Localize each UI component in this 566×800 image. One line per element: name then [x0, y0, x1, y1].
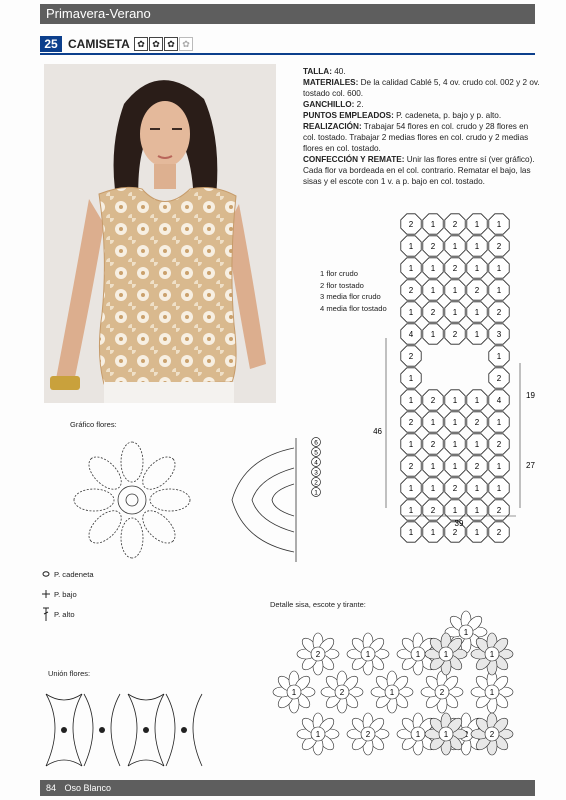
flower-cell: [401, 522, 421, 542]
symbol-legend: [42, 564, 94, 624]
flower-cell-number: 1: [496, 418, 502, 427]
petal: [121, 518, 143, 558]
materiales-label: MATERIALES:: [303, 78, 359, 87]
flower-cell: [423, 500, 443, 520]
pattern-title: CAMISETA: [68, 37, 130, 51]
flower-cell: [445, 390, 465, 410]
half-flower-chart: [224, 428, 328, 572]
flower-cell-number: 2: [474, 462, 480, 471]
title-rule: [40, 53, 535, 55]
flower-cell-number: 1: [408, 308, 414, 317]
flower-cell-number: 2: [452, 220, 458, 229]
flower-cell-number: 2: [452, 528, 458, 537]
detalle-label: Detalle sisa, escote y tirante:: [270, 600, 366, 609]
flower-cell-number: 1: [452, 242, 458, 251]
chain-stitch-icon: [42, 570, 50, 578]
difficulty-flower-icon: ✿: [179, 37, 193, 51]
talla-label: TALLA:: [303, 67, 332, 76]
detail-flower-number: 1: [415, 650, 421, 659]
flower-cell-number: 2: [430, 440, 436, 449]
flower-cell-number: 1: [408, 506, 414, 515]
flower-cell: [423, 522, 443, 542]
flower-cell-number: 1: [408, 484, 414, 493]
section-title: Primavera-Verano: [46, 6, 151, 21]
flower-cell: [445, 434, 465, 454]
flower-cell-number: 1: [430, 286, 436, 295]
flower-cell: [467, 236, 487, 256]
flower-cell: [423, 236, 443, 256]
flower-cell-number: 2: [474, 286, 480, 295]
flower-cell: [401, 280, 421, 300]
flower-cell: [489, 368, 509, 388]
petal: [137, 451, 181, 495]
difficulty-flower-icon: ✿: [134, 37, 148, 51]
flower-cell-number: 2: [408, 418, 414, 427]
flower-cell-number: 1: [474, 220, 480, 229]
talla-value: 40.: [331, 67, 346, 76]
flower-cell: [489, 500, 509, 520]
flower-cell-number: 1: [408, 396, 414, 405]
detail-flower-number: 1: [443, 730, 449, 739]
flower-cell: [423, 390, 443, 410]
flower-cell: [489, 324, 509, 344]
flower-cell-number: 4: [408, 330, 414, 339]
flower-cell: [401, 478, 421, 498]
symbol-row: [42, 584, 94, 604]
flower-layout-schematic: [370, 208, 540, 537]
flower-cell: [489, 280, 509, 300]
confeccion-label: CONFECCIÓN Y REMATE:: [303, 155, 405, 164]
petal: [83, 451, 127, 495]
flower-cell: [467, 302, 487, 322]
flower-cell: [401, 368, 421, 388]
legend-item: 3 media flor crudo: [320, 292, 381, 301]
flower-cell-number: 2: [452, 330, 458, 339]
detail-flower: [297, 713, 339, 755]
flower-cell-number: 1: [496, 286, 502, 295]
symbol-label: P. alto: [54, 609, 75, 619]
difficulty-flower-icon: ✿: [149, 37, 163, 51]
flower-cell: [401, 456, 421, 476]
flower-cell: [467, 258, 487, 278]
flower-cell: [401, 258, 421, 278]
flower-cell: [423, 302, 443, 322]
flower-cell-number: 2: [408, 462, 414, 471]
double-crochet-icon: [42, 607, 50, 621]
flower-cell-number: 1: [408, 440, 414, 449]
flower-join-chart: [44, 686, 204, 774]
model-photo: [44, 64, 276, 403]
detail-flower-number: 1: [365, 650, 371, 659]
detail-flower: [471, 713, 513, 755]
petal: [74, 489, 114, 511]
flower-cell: [467, 412, 487, 432]
flower-cell-number: 1: [408, 264, 414, 273]
flower-cell-number: 2: [430, 396, 436, 405]
dim-lower-label: 27: [526, 461, 535, 470]
magazine-brand: Oso Blanco: [64, 783, 112, 793]
symbol-label: P. bajo: [54, 589, 77, 599]
union-label: Unión flores:: [48, 669, 91, 678]
detail-flower: [425, 713, 467, 755]
flower-cell-number: 3: [496, 330, 502, 339]
flower-cell: [445, 500, 465, 520]
flower-cell: [401, 500, 421, 520]
flower-cell: [445, 280, 465, 300]
flower-cell: [445, 478, 465, 498]
detail-flower: [273, 671, 315, 713]
flower-cell: [467, 280, 487, 300]
flower-cell-number: 2: [430, 308, 436, 317]
detail-flower: [425, 633, 467, 675]
flower-cell: [445, 324, 465, 344]
flower-cell-number: 2: [496, 528, 502, 537]
flower-cell-number: 1: [452, 462, 458, 471]
flower-cell-number: 2: [430, 506, 436, 515]
flower-cell-number: 1: [430, 418, 436, 427]
flower-cell: [401, 236, 421, 256]
flower-cell-number: 1: [474, 440, 480, 449]
detail-flower-number: 1: [489, 650, 495, 659]
flower-cell: [489, 214, 509, 234]
flower-cell: [489, 522, 509, 542]
flower-cell-number: 1: [452, 506, 458, 515]
flower-cell-number: 4: [496, 396, 502, 405]
flower-cell-number: 1: [474, 506, 480, 515]
detail-flower: [321, 671, 363, 713]
detail-flower: [371, 671, 413, 713]
flower-cell: [489, 236, 509, 256]
flower-cell-number: 1: [430, 484, 436, 493]
detail-flower: [347, 713, 389, 755]
flower-cell-number: 1: [430, 528, 436, 537]
armhole-neck-strap-detail: [270, 588, 518, 770]
flower-cell: [423, 456, 443, 476]
flower-cell-number: 2: [408, 286, 414, 295]
flower-cell: [423, 214, 443, 234]
flower-cell-number: 1: [474, 242, 480, 251]
flower-cell: [445, 258, 465, 278]
detail-flower-number: 1: [443, 650, 449, 659]
petal: [137, 505, 181, 549]
dim-height-label: 46: [373, 427, 382, 436]
ganchillo-label: GANCHILLO:: [303, 100, 355, 109]
difficulty-flower-icon: ✿: [164, 37, 178, 51]
flower-cell: [467, 390, 487, 410]
flower-cell-number: 1: [430, 330, 436, 339]
flower-cell-number: 1: [496, 220, 502, 229]
flower-cell-number: 1: [496, 264, 502, 273]
flower-cell: [467, 456, 487, 476]
symbol-label: P. cadeneta: [54, 569, 94, 579]
flower-cell: [401, 324, 421, 344]
flower-cell-number: 1: [430, 220, 436, 229]
flower-cell-number: 2: [496, 308, 502, 317]
flower-cell: [489, 302, 509, 322]
flower-cell-number: 2: [496, 374, 502, 383]
flower-cell: [467, 434, 487, 454]
flower-cell-number: 1: [496, 462, 502, 471]
detail-flower-number: 1: [415, 730, 421, 739]
detail-flower-number: 2: [315, 650, 321, 659]
flower-cell-number: 1: [430, 264, 436, 273]
detail-flower: [421, 671, 463, 713]
flower-cell: [401, 390, 421, 410]
flower-cell-number: 1: [430, 462, 436, 471]
page-number: 84: [46, 783, 57, 793]
flower-cell-number: 2: [474, 418, 480, 427]
round-number: 2: [314, 479, 318, 487]
flower-cell-number: 1: [496, 484, 502, 493]
flower-cell-number: 1: [452, 286, 458, 295]
legend-item: 1 flor crudo: [320, 269, 358, 278]
flower-cell: [445, 302, 465, 322]
flower-cell: [445, 456, 465, 476]
round-number: 3: [314, 469, 318, 477]
flower-cell: [489, 346, 509, 366]
flower-cell-number: 2: [430, 242, 436, 251]
detail-flower-number: 2: [439, 688, 445, 697]
page-footer: [40, 780, 535, 796]
flower-cell: [467, 478, 487, 498]
detail-flower-number: 1: [315, 730, 321, 739]
flower-cell-number: 1: [496, 352, 502, 361]
detail-flower-number: 2: [489, 730, 495, 739]
flower-cell: [423, 258, 443, 278]
flower-cell: [423, 280, 443, 300]
flower-cell: [467, 324, 487, 344]
flower-cell: [423, 324, 443, 344]
flower-cell: [401, 214, 421, 234]
flower-cell: [489, 434, 509, 454]
flower-cell: [445, 214, 465, 234]
grafico-label: Gráfico flores:: [70, 420, 117, 429]
flower-cell: [489, 456, 509, 476]
section-header: [40, 4, 535, 24]
flower-cell: [445, 412, 465, 432]
puntos-label: PUNTOS EMPLEADOS:: [303, 111, 394, 120]
flower-cell: [423, 434, 443, 454]
legend-item: 4 media flor tostado: [320, 303, 387, 313]
ganchillo-value: 2.: [354, 100, 364, 109]
confeccion-value: Unir las flores entre sí (ver gráfico). Cada flor va bordeada en el col. contrario. Rematar el bajo, las sisas y el escote con 1 v. a p. bajo en col. tostado.: [303, 155, 535, 186]
flower-cell: [489, 390, 509, 410]
detail-flower: [347, 633, 389, 675]
flower-cell: [445, 236, 465, 256]
flower-cell-number: 2: [496, 242, 502, 251]
flower-cell-number: 1: [474, 396, 480, 405]
legend-item: 2 flor tostado: [320, 280, 364, 290]
flower-cell-number: 2: [452, 264, 458, 273]
realizacion-value: Trabajar 54 flores en col. crudo y 28 flores en col. tostado. Trabajar 2 medias flores en col. crudo y 2 medias flores en col. tostado.: [303, 122, 529, 153]
flower-cell-number: 1: [474, 528, 480, 537]
flower-cell: [401, 434, 421, 454]
dim-width-label: 39: [454, 519, 464, 528]
flower-cell-number: 1: [474, 308, 480, 317]
pattern-instructions: [303, 66, 541, 187]
detail-flower-number: 1: [463, 628, 469, 637]
petal: [150, 489, 190, 511]
flower-cell: [467, 500, 487, 520]
realizacion-label: REALIZACIÓN:: [303, 122, 362, 131]
dim-armhole-label: 19: [526, 391, 535, 400]
flower-chart: [70, 438, 194, 562]
flower-cell-number: 1: [452, 418, 458, 427]
petal: [83, 505, 127, 549]
flower-cell: [401, 302, 421, 322]
flower-cell-number: 1: [408, 242, 414, 251]
detail-flower: [471, 671, 513, 713]
flower-cell-number: 1: [474, 484, 480, 493]
flower-cell: [401, 412, 421, 432]
flower-cell: [489, 478, 509, 498]
flower-cell-number: 1: [408, 528, 414, 537]
flower-cell-number: 1: [452, 440, 458, 449]
flower-cell-number: 2: [408, 220, 414, 229]
symbol-row: [42, 604, 94, 624]
flower-cell-number: 1: [474, 330, 480, 339]
detail-flower-number: 1: [489, 688, 495, 697]
flower-cell-number: 1: [452, 396, 458, 405]
puntos-value: P. cadeneta, p. bajo y p. alto.: [393, 111, 502, 120]
flower-cell-number: 2: [408, 352, 414, 361]
difficulty-rating: [134, 37, 193, 51]
flower-cell: [401, 346, 421, 366]
flower-cell-number: 1: [474, 264, 480, 273]
detail-flower-number: 2: [339, 688, 345, 697]
detail-flower: [471, 633, 513, 675]
pattern-number: 25: [40, 36, 62, 52]
flower-cell: [423, 412, 443, 432]
flower-cell: [467, 522, 487, 542]
materiales-value: De la calidad Cablé 5, 4 ov. crudo col. 002 y 2 ov. tostado col. 600.: [303, 78, 540, 98]
petal: [121, 442, 143, 482]
detail-flower: [297, 633, 339, 675]
round-number: 1: [314, 489, 318, 497]
flower-cell: [489, 412, 509, 432]
round-number: 4: [314, 459, 318, 467]
symbol-row: [42, 564, 94, 584]
flower-cell-number: 1: [452, 308, 458, 317]
flower-cell: [489, 258, 509, 278]
flower-cell-number: 1: [408, 374, 414, 383]
flower-cell: [467, 214, 487, 234]
flower-cell-number: 2: [496, 440, 502, 449]
round-number: 6: [314, 439, 318, 447]
single-crochet-icon: [42, 590, 50, 598]
flower-cell: [423, 478, 443, 498]
detail-flower-number: 1: [291, 688, 297, 697]
flower-cell-number: 2: [452, 484, 458, 493]
detail-flower-number: 2: [365, 730, 371, 739]
round-number: 5: [314, 449, 318, 457]
detail-flower-number: 1: [389, 688, 395, 697]
flower-cell-number: 2: [496, 506, 502, 515]
